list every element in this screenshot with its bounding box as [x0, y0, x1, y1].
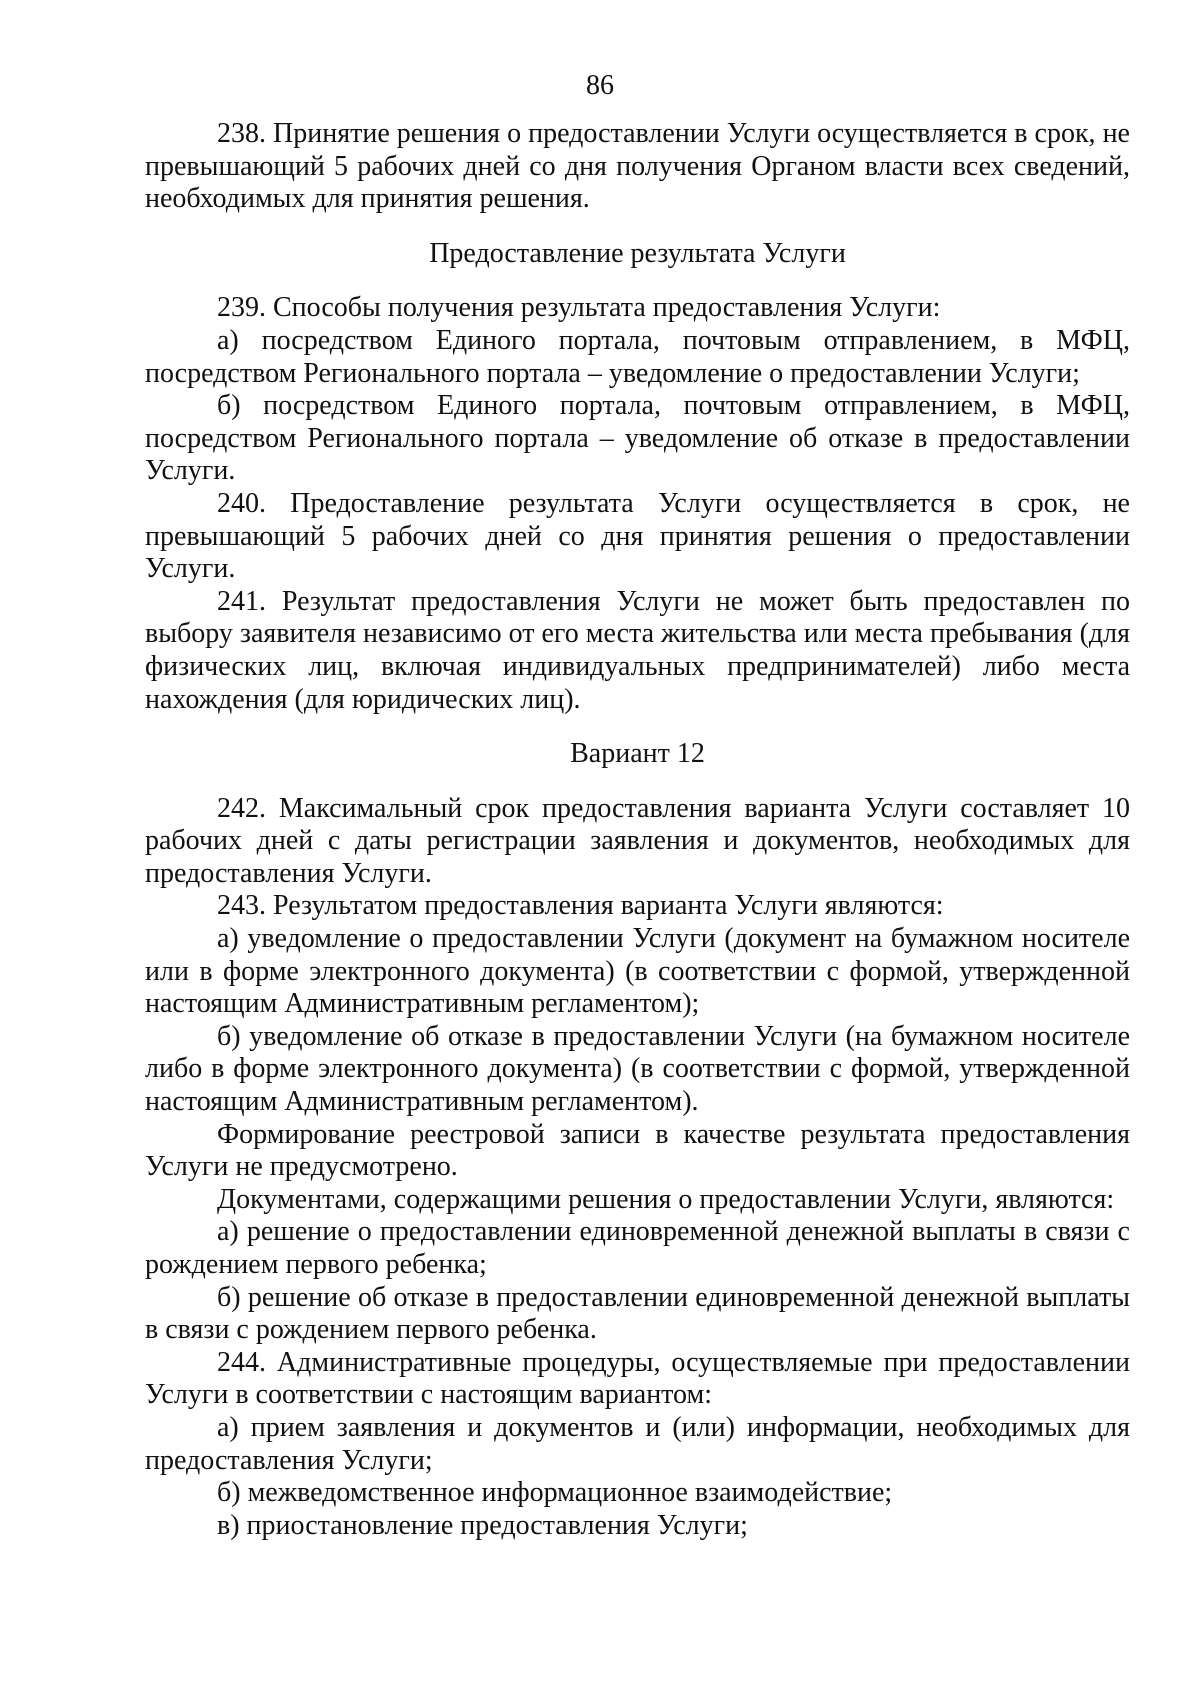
paragraph-240: 240. Предоставление результата Услуги осуществляется в срок, не превышающий 5 рабочих дней со дня принятия решения о предоставлении Услуги. [145, 487, 1130, 585]
paragraph-239-b: б) посредством Единого портала, почтовым отправлением, в МФЦ, посредством Регионального портала – уведомление об отказе в предоставлении Услуги. [145, 390, 1130, 487]
paragraph-243-a: а) уведомление о предоставлении Услуги (документ на бумажном носителе или в форме электронного документа) (в соответствии с формой, утвержденной настоящим Административным регламентом); [145, 923, 1130, 1020]
paragraph-244: 244. Административные процедуры, осуществляемые при предоставлении Услуги в соответствии с настоящим вариантом: [145, 1346, 1130, 1411]
paragraph-243-b: б) уведомление об отказе в предоставлении Услуги (на бумажном носителе либо в форме электронного документа) (в соответствии с формой, утвержденной настоящим Административным регламентом). [145, 1020, 1130, 1118]
paragraph-244-c: в) приостановление предоставления Услуги; [217, 1509, 748, 1541]
document-body [145, 118, 1130, 1542]
paragraph-239-a: а) посредством Единого портала, почтовым отправлением, в МФЦ, посредством Регионального портала – уведомление о предоставлении Услуги; [145, 324, 1130, 389]
paragraph-decision-b: б) решение об отказе в предоставлении единовременной денежной выплаты в связи с рождением первого ребенка. [145, 1281, 1130, 1346]
page-number: 86 [586, 70, 614, 101]
paragraph-decision-documents: Документами, содержащими решения о предоставлении Услуги, являются: [217, 1183, 1115, 1215]
paragraph-243: 243. Результатом предоставления варианта Услуги являются: [217, 890, 944, 922]
paragraph-241: 241. Результат предоставления Услуги не может быть предоставлен по выбору заявителя независимо от его места жительства или места пребывания (для физических лиц, включая индивидуальных предпринимателей) либо места нахождения (для юридических лиц). [145, 585, 1130, 715]
paragraph-244-b: б) межведомственное информационное взаимодействие; [217, 1477, 893, 1509]
section-heading-variant-12: Вариант 12 [570, 738, 705, 770]
paragraph-registry-record: Формирование реестровой записи в качестве результата предоставления Услуги не предусмотрено. [145, 1118, 1130, 1183]
paragraph-decision-a: а) решение о предоставлении единовременной денежной выплаты в связи с рождением первого ребенка; [145, 1216, 1130, 1280]
paragraph-242: 242. Максимальный срок предоставления варианта Услуги составляет 10 рабочих дней с даты регистрации заявления и документов, необходимых для предоставления Услуги. [145, 792, 1130, 889]
paragraph-239: 239. Способы получения результата предоставления Услуги: [217, 292, 941, 324]
section-heading-result: Предоставление результата Услуги [429, 237, 846, 269]
paragraph-238: 238. Принятие решения о предоставлении Услуги осуществляется в срок, не превышающий 5 рабочих дней со дня получения Органом власти всех сведений, необходимых для принятия решения. [145, 118, 1130, 215]
paragraph-244-a: а) прием заявления и документов и (или) информации, необходимых для предоставления Услуги; [145, 1411, 1130, 1476]
